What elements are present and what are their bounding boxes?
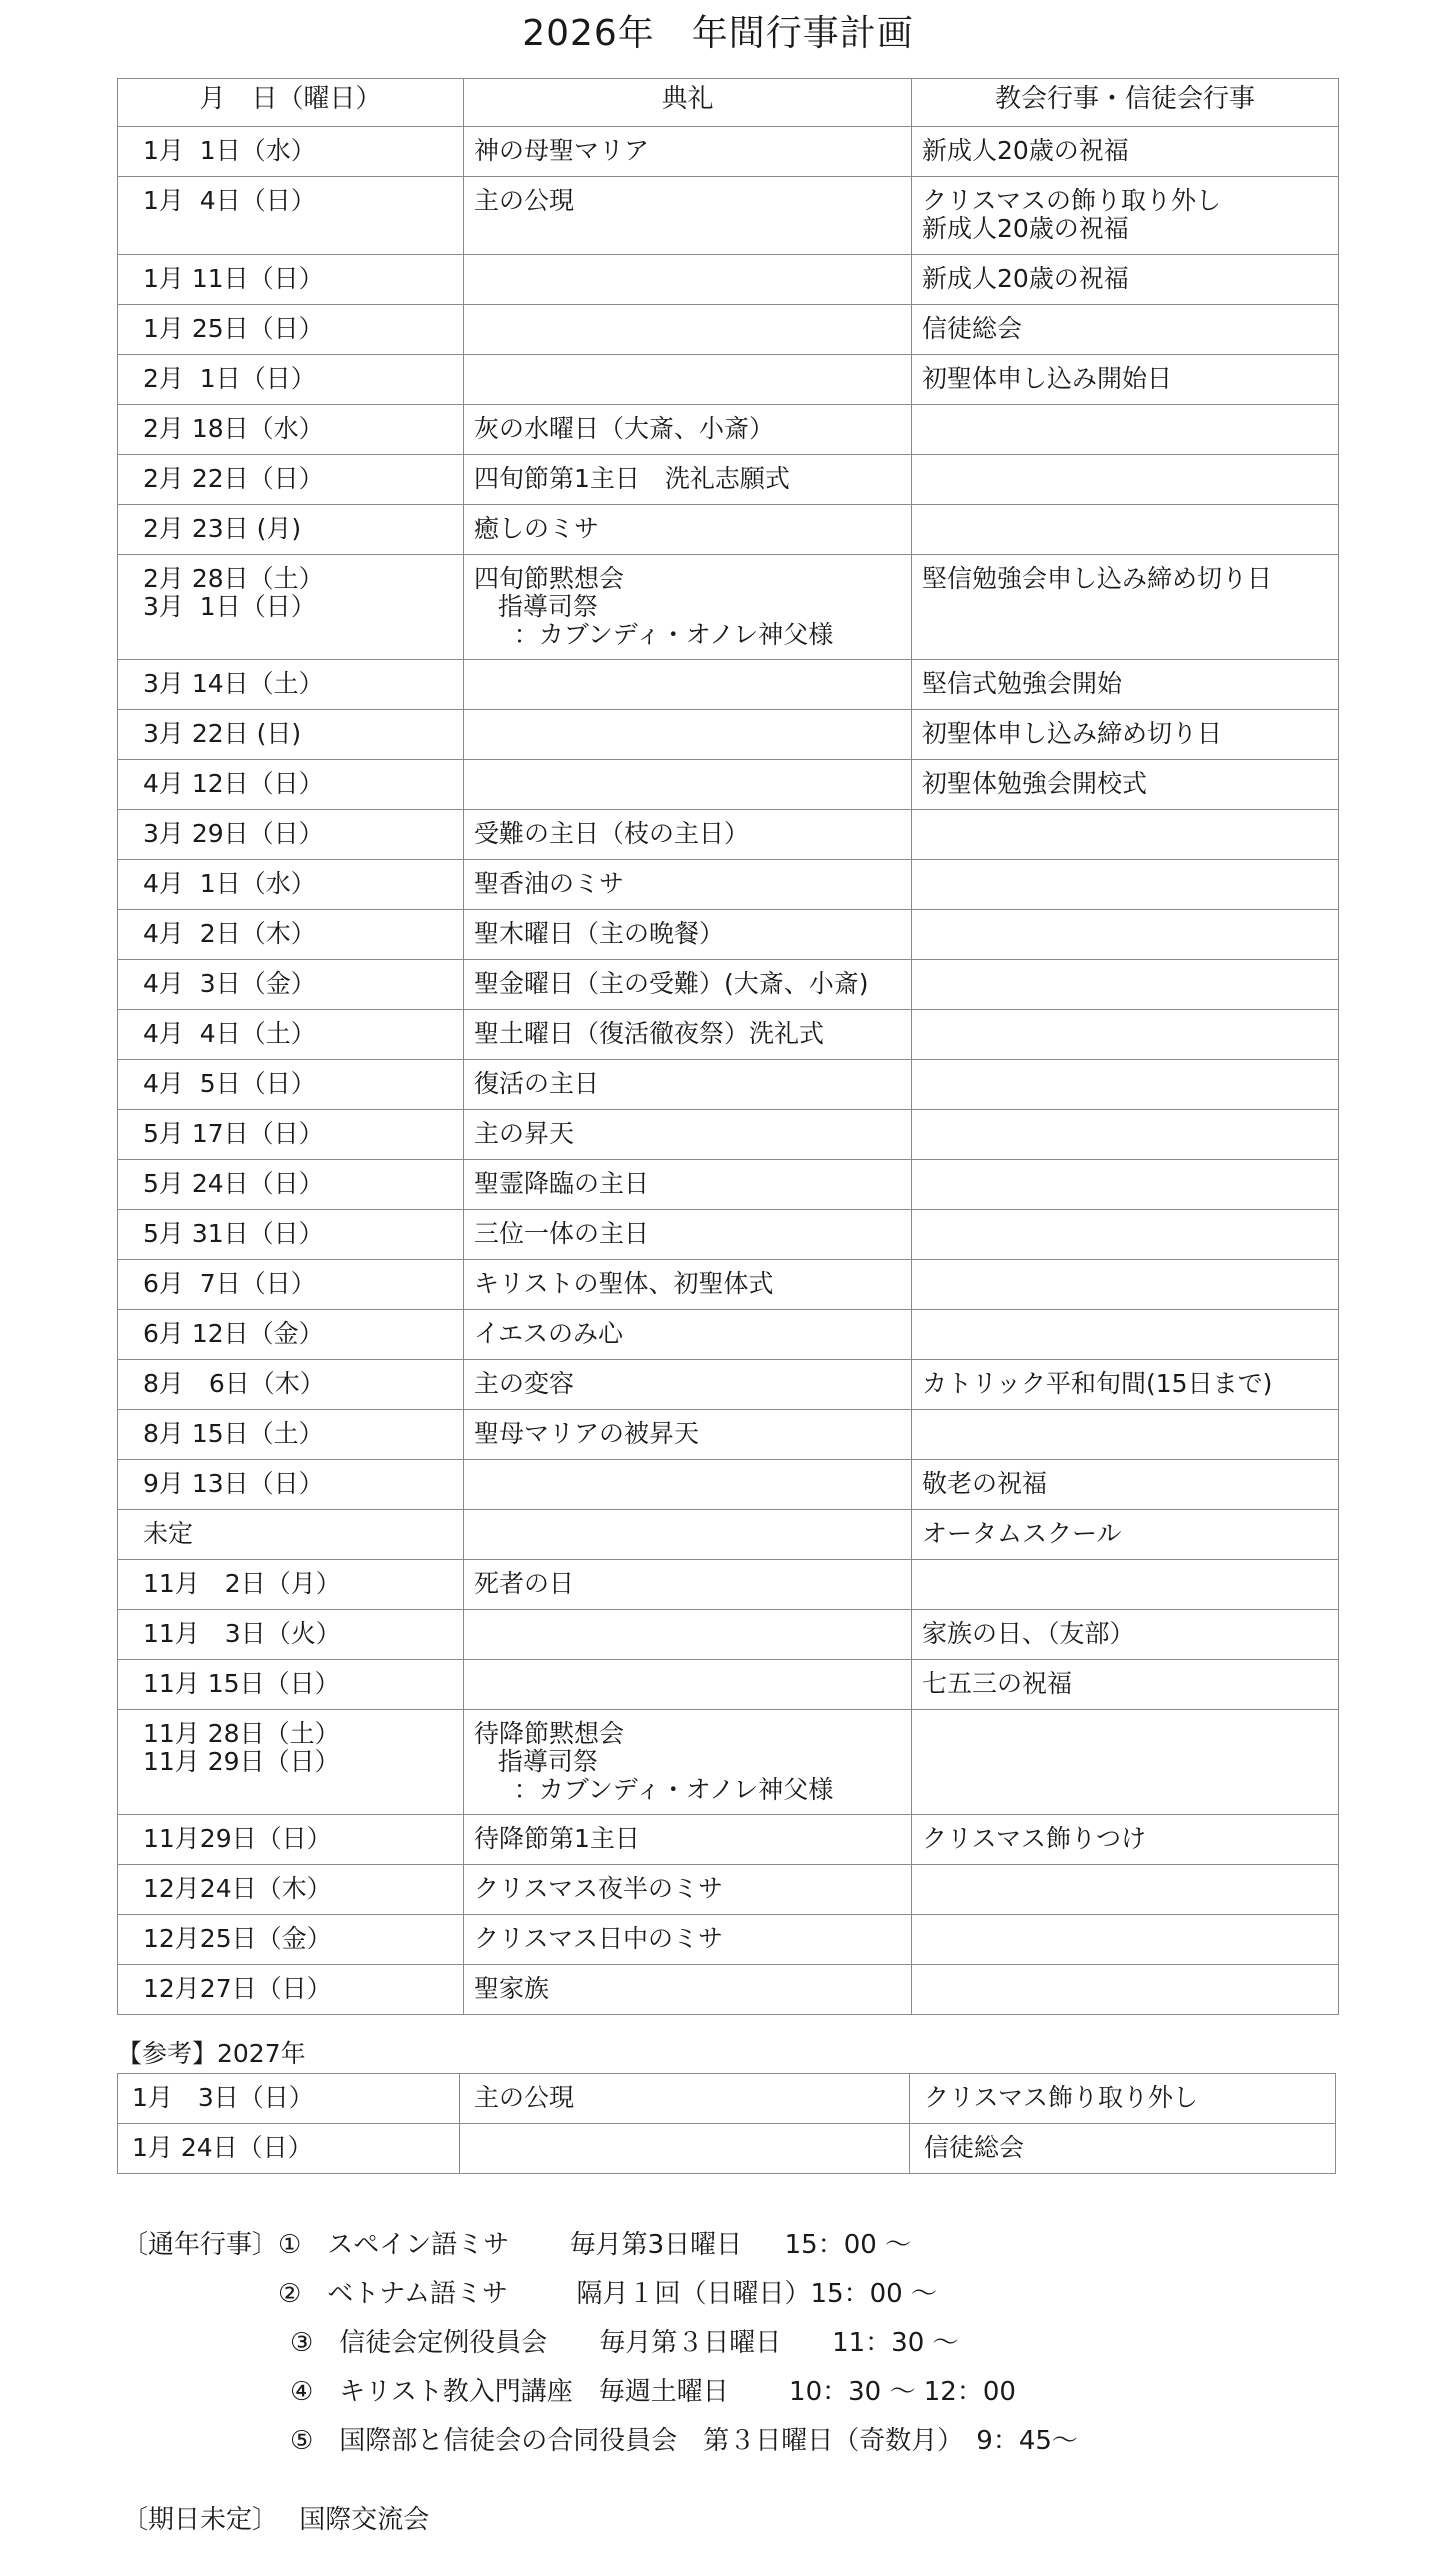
cell-liturgy: 聖母マリアの被昇天: [464, 1410, 912, 1460]
page-title: 2026年 年間行事計画: [522, 13, 914, 54]
cell-events: [912, 405, 1339, 455]
cell-liturgy: 聖霊降臨の主日: [464, 1160, 912, 1210]
cell-events: 堅信勉強会申し込み締め切り日: [912, 555, 1339, 660]
table-row: [118, 760, 1339, 810]
cell-liturgy: [464, 355, 912, 405]
cell-date: 1月 11日（日）: [118, 255, 464, 305]
table-row: [118, 1010, 1339, 1060]
table-row: [118, 660, 1339, 710]
cell-date: 1月 4日（日）: [118, 177, 464, 255]
table-row: [118, 1460, 1339, 1510]
regular-event-1: 〔通年行事〕① スペイン語ミサ 毎月第3日曜日 15：00 〜: [122, 2230, 912, 2260]
table-row: [118, 1410, 1339, 1460]
cell-liturgy: 四旬節第1主日 洗礼志願式: [464, 455, 912, 505]
cell-liturgy: 灰の水曜日（大斎、小斎）: [464, 405, 912, 455]
cell-date: 12月27日（日）: [118, 1965, 464, 2015]
cell-liturgy: キリストの聖体、初聖体式: [464, 1260, 912, 1310]
cell-date: 6月 12日（金）: [118, 1310, 464, 1360]
cell-liturgy: 四旬節黙想会 指導司祭 ：カブンディ・オノレ神父様: [464, 555, 912, 660]
cell-date: 4月 5日（日）: [118, 1060, 464, 1110]
cell-events: [912, 505, 1339, 555]
table-row: [118, 1510, 1339, 1560]
cell-events: [912, 1260, 1339, 1310]
cell-liturgy: 聖香油のミサ: [464, 860, 912, 910]
table-row: [118, 127, 1339, 177]
table-row: [118, 1915, 1339, 1965]
table-row: [118, 960, 1339, 1010]
cell-date: 2月 23日 (月): [118, 505, 464, 555]
table-row: [118, 455, 1339, 505]
cell-date: 11月 28日（土） 11月 29日（日）: [118, 1710, 464, 1815]
cell-date: 4月 4日（土）: [118, 1010, 464, 1060]
cell-events: [912, 1210, 1339, 1260]
cell-liturgy: 主の公現: [460, 2074, 910, 2124]
cell-liturgy: 受難の主日（枝の主日）: [464, 810, 912, 860]
table-row: [118, 555, 1339, 660]
cell-date: 未定: [118, 1510, 464, 1560]
cell-events: クリスマス飾りつけ: [912, 1815, 1339, 1865]
cell-liturgy: クリスマス日中のミサ: [464, 1915, 912, 1965]
reference-row: [118, 2074, 1336, 2124]
table-row: [118, 1610, 1339, 1660]
table-row: [118, 177, 1339, 255]
table-row: [118, 405, 1339, 455]
cell-events: 家族の日、（友部）: [912, 1610, 1339, 1660]
table-row: [118, 1815, 1339, 1865]
cell-liturgy: 復活の主日: [464, 1060, 912, 1110]
cell-date: 12月25日（金）: [118, 1915, 464, 1965]
regular-event-4: ④ キリスト教入門講座 毎週土曜日 10：30 〜 12：00: [290, 2377, 1016, 2407]
cell-liturgy: 待降節黙想会 指導司祭 ：カブンディ・オノレ神父様: [464, 1710, 912, 1815]
cell-events: 新成人20歳の祝福: [912, 127, 1339, 177]
regular-event-5: ⑤ 国際部と信徒会の合同役員会 第３日曜日（奇数月） 9：45〜: [290, 2426, 1078, 2456]
cell-events: [912, 960, 1339, 1010]
cell-date: 8月 6日（木）: [118, 1360, 464, 1410]
table-row: [118, 1160, 1339, 1210]
table-row: [118, 860, 1339, 910]
cell-events: 信徒総会: [910, 2124, 1336, 2174]
cell-events: クリスマスの飾り取り外し 新成人20歳の祝福: [912, 177, 1339, 255]
cell-date: 2月 18日（水）: [118, 405, 464, 455]
cell-liturgy: 三位一体の主日: [464, 1210, 912, 1260]
table-row: [118, 1110, 1339, 1160]
reference-heading: 【参考】2027年: [117, 2039, 306, 2068]
cell-events: 初聖体申し込み締め切り日: [912, 710, 1339, 760]
cell-date: 11月 2日（月）: [118, 1560, 464, 1610]
table-row: [118, 1865, 1339, 1915]
cell-date: 11月29日（日）: [118, 1815, 464, 1865]
cell-liturgy: 神の母聖マリア: [464, 127, 912, 177]
table-row: [118, 1310, 1339, 1360]
cell-liturgy: [464, 1660, 912, 1710]
cell-date: 5月 31日（日）: [118, 1210, 464, 1260]
cell-date: 6月 7日（日）: [118, 1260, 464, 1310]
cell-liturgy: [464, 255, 912, 305]
cell-events: 堅信式勉強会開始: [912, 660, 1339, 710]
cell-events: [912, 1010, 1339, 1060]
reference-table: [117, 2073, 1336, 2174]
cell-liturgy: [464, 1610, 912, 1660]
header-date: 月 日（曜日）: [118, 79, 464, 127]
cell-liturgy: クリスマス夜半のミサ: [464, 1865, 912, 1915]
cell-liturgy: [464, 660, 912, 710]
cell-date: 11月 15日（日）: [118, 1660, 464, 1710]
cell-events: [912, 1160, 1339, 1210]
cell-liturgy: [464, 1460, 912, 1510]
table-row: [118, 1360, 1339, 1410]
cell-events: [912, 1560, 1339, 1610]
cell-date: 2月 1日（日）: [118, 355, 464, 405]
cell-liturgy: 聖木曜日（主の晩餐）: [464, 910, 912, 960]
table-row: [118, 1660, 1339, 1710]
cell-date: 8月 15日（土）: [118, 1410, 464, 1460]
cell-date: 4月 12日（日）: [118, 760, 464, 810]
cell-liturgy: 聖金曜日（主の受難）(大斎、小斎): [464, 960, 912, 1010]
cell-liturgy: [460, 2124, 910, 2174]
cell-liturgy: 死者の日: [464, 1560, 912, 1610]
table-row: [118, 1560, 1339, 1610]
cell-liturgy: 主の公現: [464, 177, 912, 255]
cell-events: [912, 1710, 1339, 1815]
cell-events: 信徒総会: [912, 305, 1339, 355]
cell-events: クリスマス飾り取り外し: [910, 2074, 1336, 2124]
cell-events: [912, 910, 1339, 960]
table-header-row: [118, 79, 1339, 127]
cell-liturgy: 主の昇天: [464, 1110, 912, 1160]
header-liturgy: 典礼: [464, 79, 912, 127]
cell-date: 4月 1日（水）: [118, 860, 464, 910]
cell-date: 2月 28日（土） 3月 1日（日）: [118, 555, 464, 660]
cell-date: 2月 22日（日）: [118, 455, 464, 505]
cell-date: 4月 2日（木）: [118, 910, 464, 960]
cell-date: 3月 14日（土）: [118, 660, 464, 710]
cell-events: [912, 1060, 1339, 1110]
cell-events: 初聖体勉強会開校式: [912, 760, 1339, 810]
cell-liturgy: [464, 305, 912, 355]
regular-event-3: ③ 信徒会定例役員会 毎月第３日曜日 11：30 〜: [290, 2328, 959, 2358]
cell-date: 5月 17日（日）: [118, 1110, 464, 1160]
cell-events: [912, 1410, 1339, 1460]
cell-date: 1月 24日（日）: [118, 2124, 460, 2174]
cell-events: 敬老の祝福: [912, 1460, 1339, 1510]
unscheduled-events: 〔期日未定〕 国際交流会: [122, 2505, 430, 2535]
cell-liturgy: 聖家族: [464, 1965, 912, 2015]
table-row: [118, 305, 1339, 355]
table-row: [118, 710, 1339, 760]
table-row: [118, 810, 1339, 860]
cell-events: [912, 1915, 1339, 1965]
cell-date: 9月 13日（日）: [118, 1460, 464, 1510]
cell-liturgy: 主の変容: [464, 1360, 912, 1410]
table-row: [118, 355, 1339, 405]
cell-events: カトリック平和旬間(15日まで): [912, 1360, 1339, 1410]
cell-liturgy: [464, 710, 912, 760]
cell-date: 3月 22日 (日): [118, 710, 464, 760]
table-row: [118, 505, 1339, 555]
cell-liturgy: 癒しのミサ: [464, 505, 912, 555]
cell-events: 新成人20歳の祝福: [912, 255, 1339, 305]
cell-date: 4月 3日（金）: [118, 960, 464, 1010]
cell-liturgy: [464, 760, 912, 810]
table-row: [118, 1060, 1339, 1110]
cell-events: [912, 455, 1339, 505]
cell-date: 1月 3日（日）: [118, 2074, 460, 2124]
table-row: [118, 1210, 1339, 1260]
table-row: [118, 1260, 1339, 1310]
cell-date: 5月 24日（日）: [118, 1160, 464, 1210]
cell-liturgy: 聖土曜日（復活徹夜祭）洗礼式: [464, 1010, 912, 1060]
cell-liturgy: 待降節第1主日: [464, 1815, 912, 1865]
table-row: [118, 1710, 1339, 1815]
cell-events: 七五三の祝福: [912, 1660, 1339, 1710]
cell-date: 11月 3日（火）: [118, 1610, 464, 1660]
reference-row: [118, 2124, 1336, 2174]
cell-date: 12月24日（木）: [118, 1865, 464, 1915]
cell-date: 1月 1日（水）: [118, 127, 464, 177]
cell-events: オータムスクール: [912, 1510, 1339, 1560]
cell-events: 初聖体申し込み開始日: [912, 355, 1339, 405]
cell-events: [912, 1965, 1339, 2015]
cell-date: 3月 29日（日）: [118, 810, 464, 860]
cell-liturgy: イエスのみ心: [464, 1310, 912, 1360]
cell-liturgy: [464, 1510, 912, 1560]
cell-date: 1月 25日（日）: [118, 305, 464, 355]
cell-events: [912, 1865, 1339, 1915]
cell-events: [912, 1310, 1339, 1360]
annual-schedule-table: [117, 78, 1339, 2015]
cell-events: [912, 1110, 1339, 1160]
header-events: 教会行事・信徒会行事: [912, 79, 1339, 127]
table-row: [118, 910, 1339, 960]
table-row: [118, 255, 1339, 305]
cell-events: [912, 860, 1339, 910]
table-row: [118, 1965, 1339, 2015]
cell-events: [912, 810, 1339, 860]
regular-event-2: ② ベトナム語ミサ 隔月１回（日曜日）15：00 〜: [278, 2279, 937, 2309]
